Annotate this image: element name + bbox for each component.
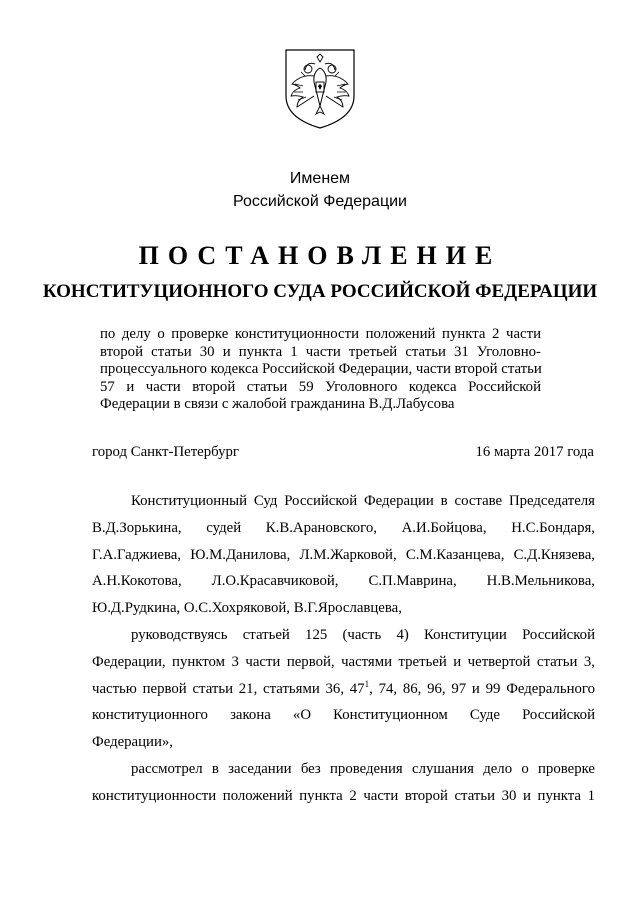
body-line: Конституционный Суд Российской Федерации в составе Председателя: [131, 493, 595, 509]
body-line-fragment: частью первой статьи 21, статьями 36, 47: [92, 680, 365, 697]
body-line: конституционного закона «О Конституционном Суде Российской: [92, 707, 595, 724]
date-of-issue: 16 марта 2017 года: [475, 444, 594, 460]
body-line: Федерации, пунктом 3 части первой, частями третьей и четвертой статьи 3,: [92, 653, 595, 670]
superscript-article-number: 1: [364, 678, 370, 689]
body-line: руководствуясь статьей 125 (часть 4) Конституции Российской: [131, 626, 595, 643]
double-headed-eagle-icon: [283, 48, 357, 130]
case-description-line: процессуального кодекса Российской Федерации, части второй статьи: [100, 361, 542, 378]
body-line: [92, 678, 595, 708]
in-the-name-line: Именем: [289, 170, 351, 187]
case-description: [100, 326, 541, 414]
document-subtitle: КОНСТИТУЦИОННОГО СУДА РОССИЙСКОЙ ФЕДЕРАЦИИ: [42, 281, 598, 302]
body-line: Федерации»,: [92, 734, 173, 751]
body-line: Г.А.Гаджиева, Ю.М.Данилова, Л.М.Жарковой, С.М.Казанцева, С.Д.Князева,: [92, 546, 595, 563]
russian-federation-line: Российской Федерации: [233, 193, 407, 210]
body-line: конституционности положений пункта 2 части второй статьи 30 и пункта 1: [92, 787, 595, 804]
body-line: В.Д.Зорькина, судей К.В.Арановского, А.И.Бойцова, Н.С.Бондаря,: [92, 519, 595, 536]
body-line: А.Н.Кокотова, Л.О.Красавчиковой, С.П.Маврина, Н.В.Мельникова,: [92, 573, 595, 590]
body-line-fragment: , 74, 86, 96, 97 и 99 Федерального: [369, 680, 595, 697]
body-line: Ю.Д.Рудкина, О.С.Хохряковой, В.Г.Ярославцева,: [92, 600, 402, 617]
body-line: рассмотрел в заседании без проведения слушания дело о проверке: [131, 760, 595, 777]
document-body: [92, 493, 595, 815]
place-of-issue: город Санкт-Петербург: [92, 444, 239, 460]
case-description-line: по делу о проверке конституционности положений пункта 2 части: [100, 326, 541, 342]
coat-of-arms-emblem: [283, 48, 357, 130]
case-description-line: 57 и части второй статьи 59 Уголовного кодекса Российской: [100, 378, 541, 395]
case-description-line: второй статьи 30 и пункта 1 части третьей статьи 31 Уголовно-: [100, 343, 541, 360]
document-title: ПОСТАНОВЛЕНИЕ: [138, 241, 502, 270]
case-description-line: Федерации в связи с жалобой гражданина В.Д.Лабусова: [100, 396, 455, 413]
